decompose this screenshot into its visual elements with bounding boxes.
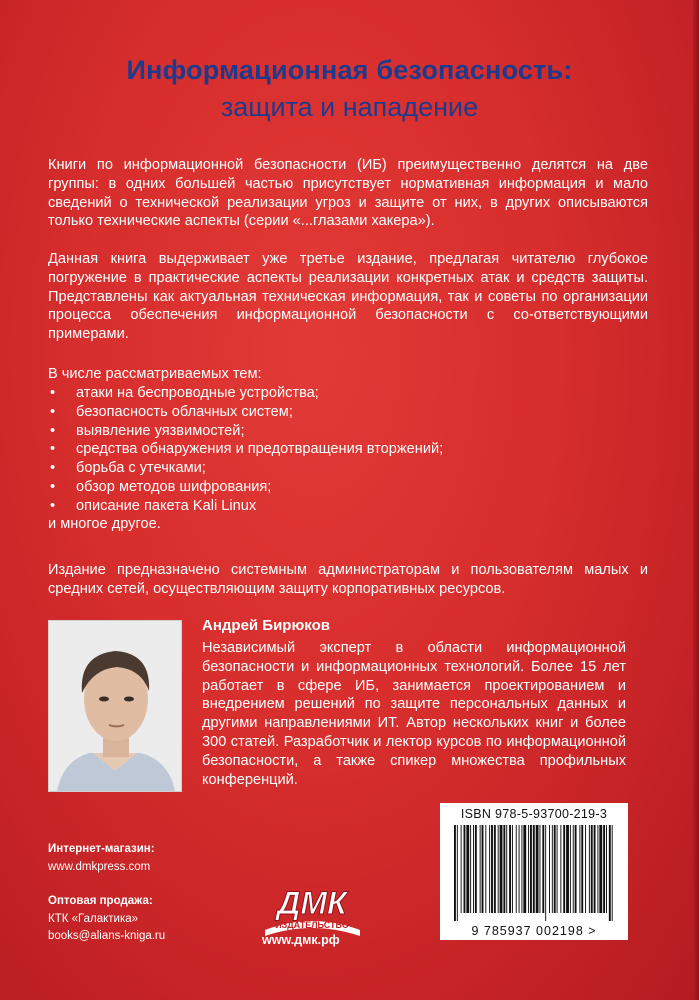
topic-item: • обзор методов шифрования; xyxy=(50,478,272,495)
topics-more: и многое другое. xyxy=(48,516,161,532)
barcode-digits: 9 785937 002198 > xyxy=(471,924,597,938)
topic-item: • атаки на беспроводные устройства; xyxy=(50,385,319,401)
publisher-logo-text: ДМК xyxy=(277,885,347,921)
topics-list xyxy=(48,384,443,516)
publisher-url: www.дмк.рф xyxy=(262,933,340,947)
book-title: Информационная безопасность: xyxy=(126,55,573,85)
description-paragraph-3: Издание предназначено системным администраторам и пользователям малых и средних сетей, осуществляющим защиту корпоративных ресурсов. xyxy=(48,562,648,597)
online-shop-label: Интернет-магазин: xyxy=(48,843,155,855)
author-photo xyxy=(48,620,182,792)
wholesale-company: КТК «Галактика» xyxy=(48,913,139,925)
isbn-barcode-block xyxy=(440,803,628,940)
author-name: Андрей Бирюков xyxy=(202,617,330,634)
topic-item: • борьба с утечками; xyxy=(50,460,206,477)
book-subtitle: защита и нападение xyxy=(220,92,479,122)
wholesale-email: books@alians-kniga.ru xyxy=(48,930,166,942)
topic-item: • средства обнаружения и предотвращения вторжений; xyxy=(50,441,444,458)
publisher-logo-subtext: ИЗДАТЕЛЬСТВО xyxy=(275,920,349,930)
author-bio: Независимый эксперт в области информационной безопасности и информационных технологий. Более 15 лет работает в сфере ИБ, занимается проектированием и внедрением решений по защите персональных данных и другими направлениями ИТ. Автор нескольких книг и более 300 статей. Разработчик и лектор курсов по информационной безопасности, а также спикер множества профильных конференций. xyxy=(202,640,626,788)
wholesale-label: Оптовая продажа: xyxy=(48,895,153,907)
barcode-icon xyxy=(448,825,620,921)
topic-item: • выявление уязвимостей; xyxy=(50,422,245,439)
topic-item: • безопасность облачных систем; xyxy=(50,403,293,420)
isbn-number: ISBN 978-5-93700-219-3 xyxy=(460,807,608,821)
description-paragraph-2: Данная книга выдерживает уже третье издание, предлагая читателю глубокое погружение в практические аспекты реализации конкретных атак и средств защиты. Представлены как актуальная техническая информация, так и советы по организации процесса обеспечения информационной безопасности с со-ответствующими примерами. xyxy=(48,251,648,343)
topics-intro: В числе рассматриваемых тем: xyxy=(48,366,262,382)
description-paragraph-1: Книги по информационной безопасности (ИБ) преимущественно делятся на две группы: в одних большей частью присутствует нормативная информация и мало сведений о технической реализации угроз и защите от них, в других описываются только технические аспекты (серии «...глазами хакера»). xyxy=(48,157,648,230)
online-shop-url: www.dmkpress.com xyxy=(48,861,151,873)
topic-item: • описание пакета Kali Linux xyxy=(50,497,257,514)
